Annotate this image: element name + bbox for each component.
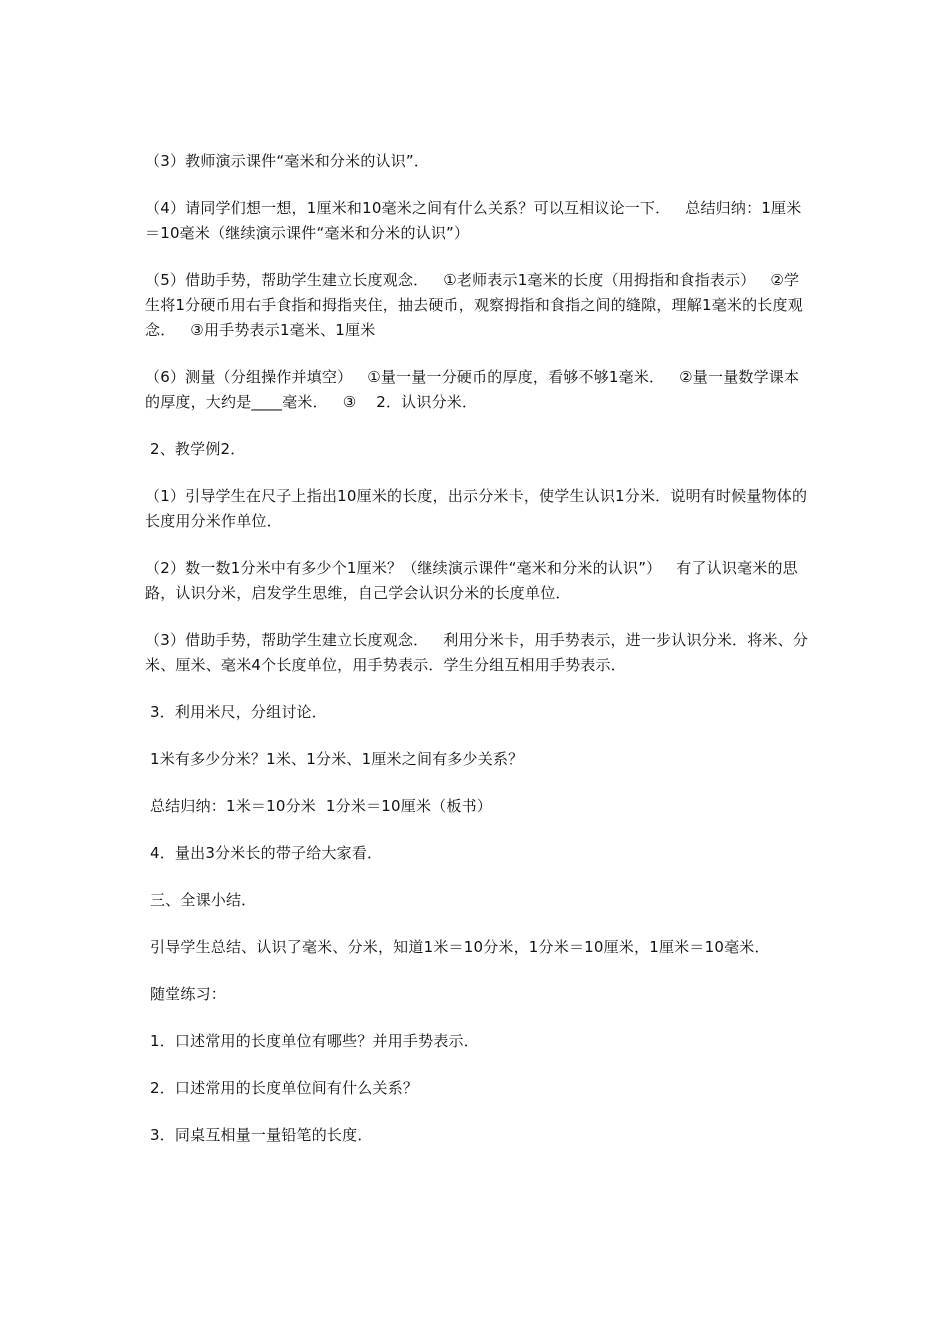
paragraph-example-2-step-3: （3）借助手势，帮助学生建立长度观念． 利用分米卡，用手势表示，进一步认识分米．将米、分米、厘米、毫米4个长度单位，用手势表示．学生分组互相用手势表示．	[145, 631, 809, 674]
paragraph-meter-question: 1米有多少分米？1米、1分米、1厘米之间有多少关系？	[145, 750, 524, 768]
document-body	[145, 149, 810, 1170]
paragraph-ribbon-task: 4．量出3分米长的带子给大家看．	[145, 844, 383, 862]
heading-example-2: 2、教学例2．	[145, 440, 246, 458]
paragraph-meter-ruler-discussion: 3．利用米尺，分组讨论．	[145, 703, 327, 721]
practice-item-2: 2．口述常用的长度单位间有什么关系？	[145, 1079, 419, 1097]
paragraph-example-2-step-1: （1）引导学生在尺子上指出10厘米的长度，出示分米卡，使学生认识1分米．说明有时候量物体的长度用分米作单位．	[145, 487, 808, 530]
paragraph-step-4-cm-mm-relation: （4）请同学们想一想，1厘米和10毫米之间有什么关系？可以互相议论一下． 总结归纳：1厘米＝10毫米（继续演示课件“毫米和分米的认识”）	[145, 199, 802, 242]
heading-practice: 随堂练习：	[145, 985, 226, 1003]
paragraph-example-2-step-2: （2）数一数1分米中有多少个1厘米？（继续演示课件“毫米和分米的认识”） 有了认识毫米的思路，认识分米，启发学生思维，自己学会认识分米的长度单位．	[145, 559, 798, 602]
heading-lesson-summary: 三、全课小结．	[145, 891, 257, 909]
practice-item-1: 1．口述常用的长度单位有哪些？并用手势表示．	[145, 1032, 479, 1050]
paragraph-summary-units: 总结归纳：1米＝10分米 1分米＝10厘米（板书）	[145, 797, 492, 815]
practice-item-3: 3．同桌互相量一量铅笔的长度．	[145, 1126, 373, 1144]
paragraph-lesson-summary: 引导学生总结、认识了毫米、分米，知道1米＝10分米，1分米＝10厘米，1厘米＝10毫米．	[145, 938, 770, 956]
paragraph-step-3-courseware: （3）教师演示课件“毫米和分米的认识”．	[145, 152, 430, 170]
paragraph-step-6-measure: （6）测量（分组操作并填空） ①量一量一分硬币的厚度，看够不够1毫米． ②量一量数学课本的厚度，大约是____毫米． ③ 2．认识分米．	[145, 368, 800, 411]
paragraph-step-5-gesture: （5）借助手势，帮助学生建立长度观念． ①老师表示1毫米的长度（用拇指和食指表示） ②学生将1分硬币用右手食指和拇指夹住，抽去硬币，观察拇指和食指之间的缝隙，理解1毫米的长度观念． ③用手势表示1毫米、1厘米	[145, 271, 803, 339]
